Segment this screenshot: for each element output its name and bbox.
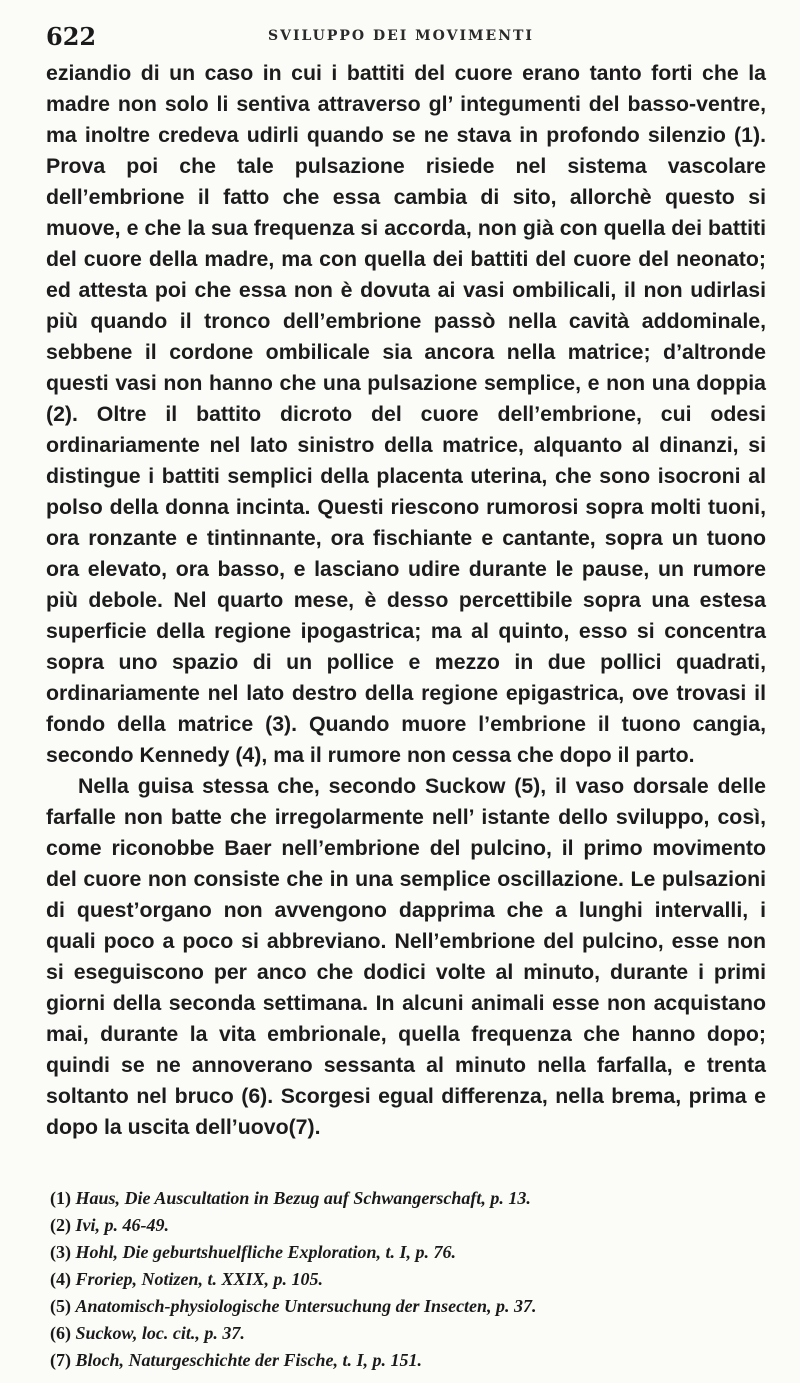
footnote-mark: (5) (50, 1296, 71, 1316)
footnote-7 (50, 1347, 765, 1374)
footnote-4 (50, 1266, 765, 1293)
footnote-mark: (3) (50, 1242, 71, 1262)
footnote-text: Anatomisch-physiologische Untersuchung der Insecten, p. 37. (75, 1296, 537, 1316)
footnotes (50, 1185, 765, 1374)
footnote-5 (50, 1293, 765, 1320)
footnote-text: Ivi, p. 46-49. (75, 1215, 169, 1235)
paragraph-1: eziandio di un caso in cui i battiti del cuore erano tanto forti che la madre non solo li sentiva attraverso gl’ integumenti del basso-ventre, ma inoltre credeva udirli quando se ne stava in profondo silenzio (1). Prova poi che tale pulsazione risiede nel sistema vascolare dell’embrione il fatto che essa cambia di sito, allorchè questo si muove, e che la sua frequenza si accorda, non già con quella dei battiti del cuore della madre, ma con quella dei battiti del cuore del neonato; ed attesta poi che essa non è dovuta ai vasi ombilicali, il non udirlasi più quando il tronco dell’embrione passò nella cavità addominale, sebbene il cordone ombilicale sia ancora nella matrice; d’altronde questi vasi non hanno che una pulsazione semplice, e non una doppia (2). Oltre il battito dicroto del cuore dell’embrione, cui odesi ordinariamente nel lato sinistro della matrice, alquanto al dinanzi, si distingue i battiti semplici della placenta uterina, che sono isocroni al polso della donna incinta. Questi riescono rumorosi sopra molti tuoni, ora ronzante e tintinnante, ora fischiante e cantante, sopra un tuono ora elevato, ora basso, e lasciano udire durante le pause, un rumore più debole. Nel quarto mese, è desso percettibile sopra una estesa superficie della regione ipogastrica; ma al quinto, esso si concentra sopra uno spazio di un pollice e mezzo in due pollici quadrati, ordinariamente nel lato destro della regione epigastrica, ove trovasi il fondo della matrice (3). Quando muore l’embrione il tuono cangia, secondo Kennedy (4), ma il rumore non cessa che dopo il parto. (46, 61, 766, 767)
footnote-2 (50, 1212, 765, 1239)
footnote-text: Hohl, Die geburtshuelfliche Exploration, t. I, p. 76. (75, 1242, 457, 1262)
footnote-mark: (4) (50, 1269, 71, 1289)
page-header (46, 22, 756, 56)
body-text (46, 58, 766, 1143)
footnote-mark: (7) (50, 1350, 71, 1370)
footnote-text: Froriep, Notizen, t. XXIX, p. 105. (75, 1269, 324, 1289)
paragraph-2: Nella guisa stessa che, secondo Suckow (5), il vaso dorsale delle farfalle non batte che irregolarmente nell’ istante dello sviluppo, così, come riconobbe Baer nell’embrione del pulcino, il primo movimento del cuore non consiste che in una semplice oscillazione. Le pulsazioni di quest’organo non avvengono dapprima che a lunghi intervalli, i quali poco a poco si abbreviano. Nell’embrione del pulcino, esse non si eseguiscono per anco che dodici volte al minuto, durante i primi giorni della seconda settimana. In alcuni animali esse non acquistano mai, durante la vita embrionale, quella frequenza che hanno dopo; quindi se ne annoverano sessanta al minuto nella farfalla, e trenta soltanto nel bruco (6). Scorgesi egual differenza, nella brema, prima e dopo la uscita dell’uovo(7). (46, 774, 766, 1139)
footnote-text: Haus, Die Auscultation in Bezug auf Schwangerschaft, p. 13. (75, 1188, 531, 1208)
footnote-text: Bloch, Naturgeschichte der Fische, t. I, p. 151. (75, 1350, 423, 1370)
footnote-text: Suckow, loc. cit., p. 37. (75, 1323, 245, 1343)
page-number: 622 (46, 22, 97, 51)
footnote-3 (50, 1239, 765, 1266)
running-head: SVILUPPO DEI MOVIMENTI (268, 28, 534, 44)
footnote-mark: (1) (50, 1188, 71, 1208)
footnote-6 (50, 1320, 765, 1347)
footnote-mark: (2) (50, 1215, 71, 1235)
footnote-mark: (6) (50, 1323, 71, 1343)
footnote-1 (50, 1185, 765, 1212)
